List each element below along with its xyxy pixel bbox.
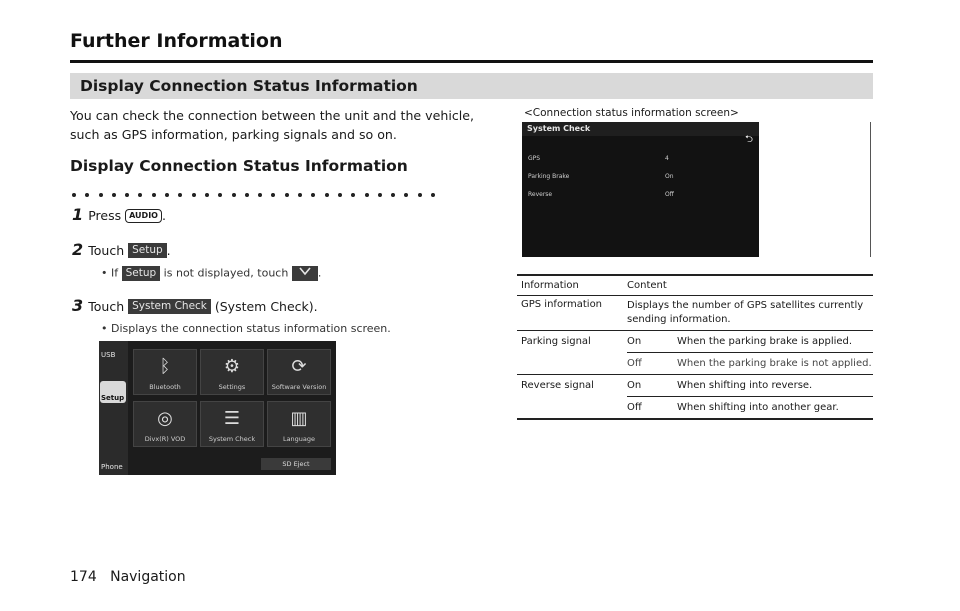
tile-language bbox=[267, 401, 331, 447]
audio-key-icon: AUDIO bbox=[125, 209, 162, 223]
cell-reverse-on-text: When shifting into reverse. bbox=[677, 380, 813, 391]
tile-label: Bluetooth bbox=[149, 383, 181, 391]
tile-label: Settings bbox=[218, 383, 246, 391]
system-check-button: System Check bbox=[128, 299, 211, 314]
step-number: 3 bbox=[72, 296, 84, 315]
cell-reverse-off: Off bbox=[627, 402, 642, 413]
page-footer bbox=[70, 569, 186, 585]
step-3-note: • Displays the connection status information screen. bbox=[101, 322, 391, 335]
page-number: 174 bbox=[70, 569, 97, 585]
tile-system-check bbox=[200, 401, 264, 447]
row-gps-value: 4 bbox=[665, 155, 669, 162]
setup-screenshot bbox=[99, 341, 336, 475]
cell-parking-label: Parking signal bbox=[521, 336, 591, 347]
side-phone: Phone bbox=[101, 463, 123, 471]
note-text-end: . bbox=[317, 266, 322, 280]
step-text: Touch bbox=[88, 299, 129, 314]
step-text-end: . bbox=[161, 208, 166, 223]
system-check-title: System Check bbox=[527, 124, 591, 133]
sub-heading: Display Connection Status Information bbox=[70, 157, 408, 175]
cell-parking-on-text: When the parking brake is applied. bbox=[677, 336, 853, 347]
vertical-rule bbox=[870, 122, 871, 257]
row-parking-label: Parking Brake bbox=[528, 173, 570, 180]
system-check-screenshot bbox=[522, 122, 759, 257]
tile-label: Software Version bbox=[271, 383, 327, 391]
step-2 bbox=[72, 240, 171, 259]
sd-eject-button: SD Eject bbox=[261, 458, 331, 470]
note-text: If bbox=[111, 266, 122, 280]
screenshot-caption: <Connection status information screen> bbox=[524, 107, 739, 119]
tile-settings bbox=[200, 349, 264, 395]
step-1 bbox=[72, 205, 166, 224]
side-setup: Setup bbox=[101, 394, 125, 402]
title-rule bbox=[70, 60, 873, 63]
note-text: is not displayed, touch bbox=[160, 266, 292, 280]
row-reverse-value: Off bbox=[665, 191, 674, 198]
refresh-icon: ⟳ bbox=[291, 356, 307, 377]
cell-gps-content: Displays the number of GPS satellites currently sending information. bbox=[627, 300, 864, 325]
step-2-note: • If Setup is not displayed, touch . bbox=[101, 266, 322, 280]
intro-paragraph: You can check the connection between the unit and the vehicle, such as GPS information, parking signals and so on. bbox=[70, 108, 475, 142]
cell-reverse-off-text: When shifting into another gear. bbox=[677, 402, 839, 413]
checklist-icon: ☰ bbox=[223, 408, 241, 429]
side-usb: USB bbox=[101, 351, 116, 359]
cell-parking-off-text: When the parking brake is not applied. bbox=[677, 358, 872, 369]
chevron-down-icon bbox=[292, 266, 318, 281]
page-title: Further Information bbox=[70, 30, 283, 52]
tile-divx-vod bbox=[133, 401, 197, 447]
table-row bbox=[517, 296, 873, 331]
row-parking-value: On bbox=[665, 173, 674, 180]
tile-label: Divx(R) VOD bbox=[144, 435, 186, 443]
step-text-end: (System Check). bbox=[210, 299, 318, 314]
table-row bbox=[517, 375, 873, 397]
table-header-row bbox=[517, 275, 873, 296]
tools-icon: ⚙ bbox=[223, 356, 241, 377]
step-number: 1 bbox=[72, 205, 84, 224]
note-text: Displays the connection status information screen. bbox=[111, 322, 391, 335]
section-heading: Display Connection Status Information bbox=[70, 73, 873, 99]
step-text: Press bbox=[88, 208, 126, 223]
row-reverse-label: Reverse bbox=[528, 191, 553, 198]
header-information: Information bbox=[521, 280, 579, 291]
cell-reverse-on: On bbox=[627, 380, 642, 391]
cell-parking-off: Off bbox=[627, 358, 642, 369]
step-number: 2 bbox=[72, 240, 84, 259]
info-table bbox=[517, 274, 873, 420]
tile-label: Language bbox=[282, 435, 316, 443]
header-content: Content bbox=[627, 280, 667, 291]
footer-section: Navigation bbox=[110, 569, 186, 585]
step-text: Touch bbox=[88, 243, 129, 258]
cell-gps-label: GPS information bbox=[521, 299, 603, 310]
book-icon: ▥ bbox=[290, 408, 308, 429]
cell-reverse-label: Reverse signal bbox=[521, 380, 594, 391]
row-gps-label: GPS bbox=[528, 155, 541, 162]
setup-button: Setup bbox=[122, 266, 161, 281]
tile-software-version bbox=[267, 349, 331, 395]
dotted-rule bbox=[72, 182, 452, 190]
cell-parking-on: On bbox=[627, 336, 642, 347]
step-text-end: . bbox=[166, 243, 171, 258]
back-icon: ⮌ bbox=[744, 134, 753, 145]
tile-bluetooth bbox=[133, 349, 197, 395]
tile-label: System Check bbox=[208, 435, 256, 443]
table-row bbox=[517, 331, 873, 353]
setup-button: Setup bbox=[128, 243, 167, 258]
bluetooth-icon: ᛒ bbox=[159, 356, 171, 377]
disc-icon: ◎ bbox=[157, 408, 173, 429]
screenshot-sidebar bbox=[99, 341, 128, 475]
step-3 bbox=[72, 296, 318, 315]
